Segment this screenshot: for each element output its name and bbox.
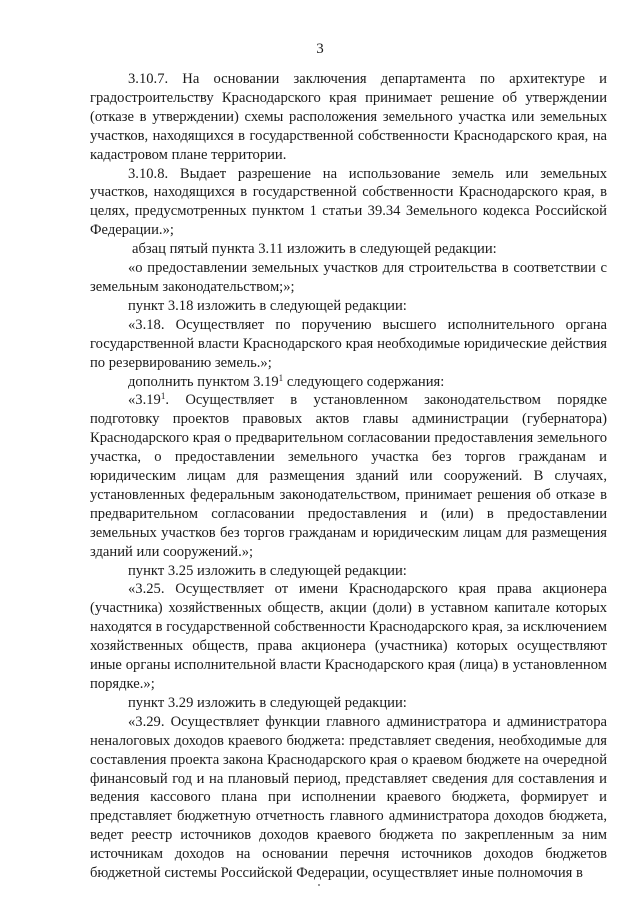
instruction-3-18: пункт 3.18 изложить в следующей редакции: — [128, 297, 407, 314]
paragraph-3-10-8: 3.10.8. Выдает разрешение на использование земель или земельных участков, находящихся в государственной собственности Краснодарского края, в целях, предусмотренных пунктом 1 статьи 39.34 Земельного кодекса Российской Федерации.»; — [90, 165, 607, 239]
superscript-mark: 1 — [278, 372, 284, 383]
instruction-3-19-1-prefix: дополнить пунктом 3.19 — [128, 373, 279, 390]
quote-3-19-1-prefix: «3.19 — [128, 392, 161, 409]
quote-3-25: «3.25. Осуществляет от имени Краснодарского края права акционера (участника) хозяйственных обществ, акции (доли) в уставном капитале которых находятся в государственной собственности Краснодарского края, за исключением хозяйственных обществ, права акционера (участника) которых осуществляют иные органы исполнительной власти Краснодарского края (лица) в установленном порядке.»; — [90, 581, 607, 692]
instruction-3-19-1-suffix: следующего содержания: — [283, 373, 445, 390]
paragraph-3-10-7: 3.10.7. На основании заключения департамента по архитектуре и градостроительству Краснодарского края принимает решение об утверждении (отказе в утверждении) схемы расположения земельного участка или земельных участков, находящихся в государственной собственности Краснодарского края, на кадастровом плане территории. — [90, 71, 607, 163]
page-number: 3 — [316, 41, 324, 57]
instruction-3-19-1 — [90, 373, 607, 392]
quote-3-18: «3.18. Осуществляет по поручению высшего исполнительного органа государственной власти Краснодарского края необходимые юридические действия по резервированию земель.»; — [90, 316, 607, 371]
quote-3-19-1-body: . Осуществляет в установленном законодательством порядке подготовку проектов правовых актов главы администрации (губернатора) Краснодарского края о предварительном согласовании предоставления земельного участка, о предоставлении земельного участка без торгов гражданам и юридическим лицам для размещения зданий или сооружений. В случаях, установленных федеральным законодательством, принимает решения об отказе в предварительном согласовании предоставления и (или) в предоставлении земельных участков без торгов гражданам и юридическим лицам для размещения зданий или сооружений.»; — [90, 392, 607, 560]
document-body — [90, 70, 607, 883]
instruction-3-29: пункт 3.29 изложить в следующей редакции: — [128, 694, 407, 711]
quote-3-29: «3.29. Осуществляет функции главного администратора и администратора неналоговых доходов краевого бюджета: представляет сведения, необходимые для составления проекта закона Краснодарского края о краевом бюджете на очередной финансовый год и на плановый период, представляет сведения для составления и ведения кассового плана при исполнении краевого бюджета, формирует и представляет бюджетную отчетность главного администратора доходов бюджета, ведет реестр источников доходов краевого бюджета по закрепленным за ним источникам доходов на основании перечня источников доходов бюджетов бюджетной системы Российской Федерации, осуществляет иные полномочия в — [90, 713, 607, 882]
scan-speck — [318, 884, 320, 886]
superscript-mark: 1 — [160, 391, 166, 402]
instruction-3-11: абзац пятый пункта 3.11 изложить в следующей редакции: — [132, 241, 497, 258]
quote-3-11: «о предоставлении земельных участков для строительства в соответствии с земельным законодательством;»; — [90, 260, 607, 295]
quote-3-19-1 — [90, 391, 607, 561]
instruction-3-25: пункт 3.25 изложить в следующей редакции: — [128, 562, 407, 579]
